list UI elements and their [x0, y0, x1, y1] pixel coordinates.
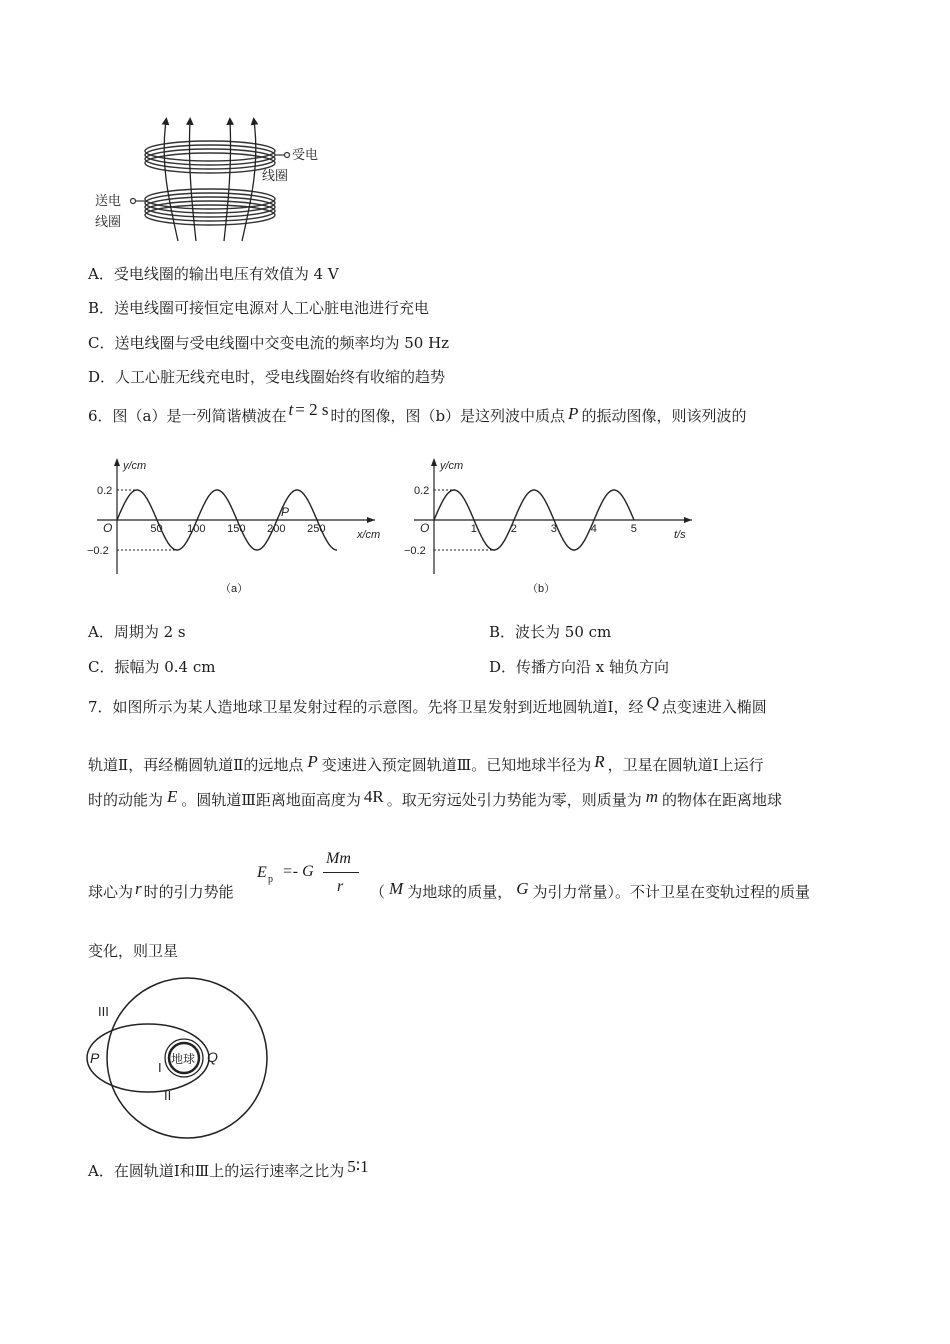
- origin-label: O: [420, 521, 430, 535]
- coil-figure: [90, 115, 319, 245]
- x-tick-label: 50: [150, 523, 163, 535]
- x-axis-label: x/cm: [357, 529, 381, 541]
- x-tick-label: 100: [187, 523, 206, 535]
- label-P: P: [90, 1050, 100, 1066]
- x-axis-arrow: [367, 517, 375, 523]
- q5-option-c: C．送电线圈与受电线圈中交变电流的频率均为 50 Hz: [88, 334, 450, 352]
- y-tick-label: 0.2: [414, 485, 430, 497]
- label-I: I: [158, 1060, 162, 1075]
- receive-coil-label-1: 受电: [292, 147, 319, 162]
- y-tick-label: 0.2: [97, 485, 113, 497]
- x-axis-label: t/s: [674, 529, 686, 541]
- y-axis-arrow: [114, 458, 120, 466]
- x-tick-label: 3: [550, 523, 557, 535]
- q6-option-d: D．传播方向沿 x 轴负方向: [489, 658, 670, 676]
- y-axis-label: y/cm: [123, 460, 147, 472]
- label-II: II: [164, 1088, 172, 1103]
- vibration-graph-b: [402, 452, 702, 602]
- y-tick-label: −0.2: [404, 545, 426, 557]
- x-tick-label: 200: [267, 523, 286, 535]
- q6-option-b: B．波长为 50 cm: [489, 623, 612, 641]
- wave-graph-a: [85, 452, 385, 602]
- q7-line-1: 7．如图所示为某人造地球卫星发射过程的示意图。先将卫星发射到近地圆轨道Ⅰ，经 Q 点变速进入椭圆: [88, 693, 767, 716]
- x-tick-label: 250: [307, 523, 326, 535]
- chart-caption: （b）: [527, 583, 556, 595]
- y-axis-label: y/cm: [440, 460, 464, 472]
- x-axis-arrow: [684, 517, 692, 523]
- receive-coil-label-2: 线圈: [262, 168, 289, 183]
- q5-option-a: A．受电线圈的输出电压有效值为 4 V: [88, 265, 339, 283]
- origin-label: O: [103, 521, 113, 535]
- q5-option-b: B．送电线圈可接恒定电源对人工心脏电池进行充电: [88, 299, 430, 317]
- q7-line-2: 轨道Ⅱ，再经椭圆轨道Ⅱ的远地点 P 变速进入预定圆轨道Ⅲ。已知地球半径为 R ，卫星在圆轨道Ⅰ上运行: [88, 752, 764, 774]
- x-tick-label: 1: [470, 523, 477, 535]
- x-tick-label: 2: [510, 523, 517, 535]
- send-coil-label-1: 送电: [95, 193, 122, 208]
- q7-option-a: A．在圆轨道Ⅰ和Ⅲ上的运行速率之比为 5∶1: [88, 1157, 369, 1180]
- x-tick-label: 5: [630, 523, 637, 535]
- q7-line-3: 时的动能为 E 。圆轨道Ⅲ距离地面高度为 4R 。取无穷远处引力势能为零，则质量为 m 的物体在距离地球: [88, 787, 783, 809]
- earth-label: 地球: [171, 1052, 196, 1066]
- label-Q: Q: [207, 1049, 218, 1065]
- field-lines: [164, 121, 256, 241]
- q6-option-c: C．振幅为 0.4 cm: [88, 658, 216, 676]
- q6-stem: 6．图（a）是一列简谐横波在 t = 2 s 时的图像，图（b）是这列波中质点 P 的振动图像，则该列波的: [88, 400, 747, 425]
- y-axis-arrow: [431, 458, 437, 466]
- chart-caption: （a）: [220, 583, 249, 595]
- point-p-label: P: [281, 505, 290, 519]
- q7-line-5: 变化，则卫星: [88, 942, 179, 960]
- send-coil-label-2: 线圈: [95, 214, 122, 229]
- label-III: III: [98, 1004, 109, 1019]
- x-tick-label: 150: [227, 523, 246, 535]
- x-tick-label: 4: [590, 523, 597, 535]
- orbit-figure: [90, 990, 280, 1145]
- q7-line-4: 球心为 r 时的引力势能: [88, 879, 234, 901]
- q6-option-a: A．周期为 2 s: [88, 623, 186, 641]
- q7-line-4-tail: （ M 为地球的质量， G 为引力常量）。不计卫星在变轨过程的质量: [370, 879, 810, 901]
- y-tick-label: −0.2: [87, 545, 109, 557]
- potential-energy-formula: E p =- G Mm r: [257, 850, 367, 900]
- q5-option-d: D．人工心脏无线充电时，受电线圈始终有收缩的趋势: [88, 368, 446, 386]
- send-coil: [145, 189, 275, 225]
